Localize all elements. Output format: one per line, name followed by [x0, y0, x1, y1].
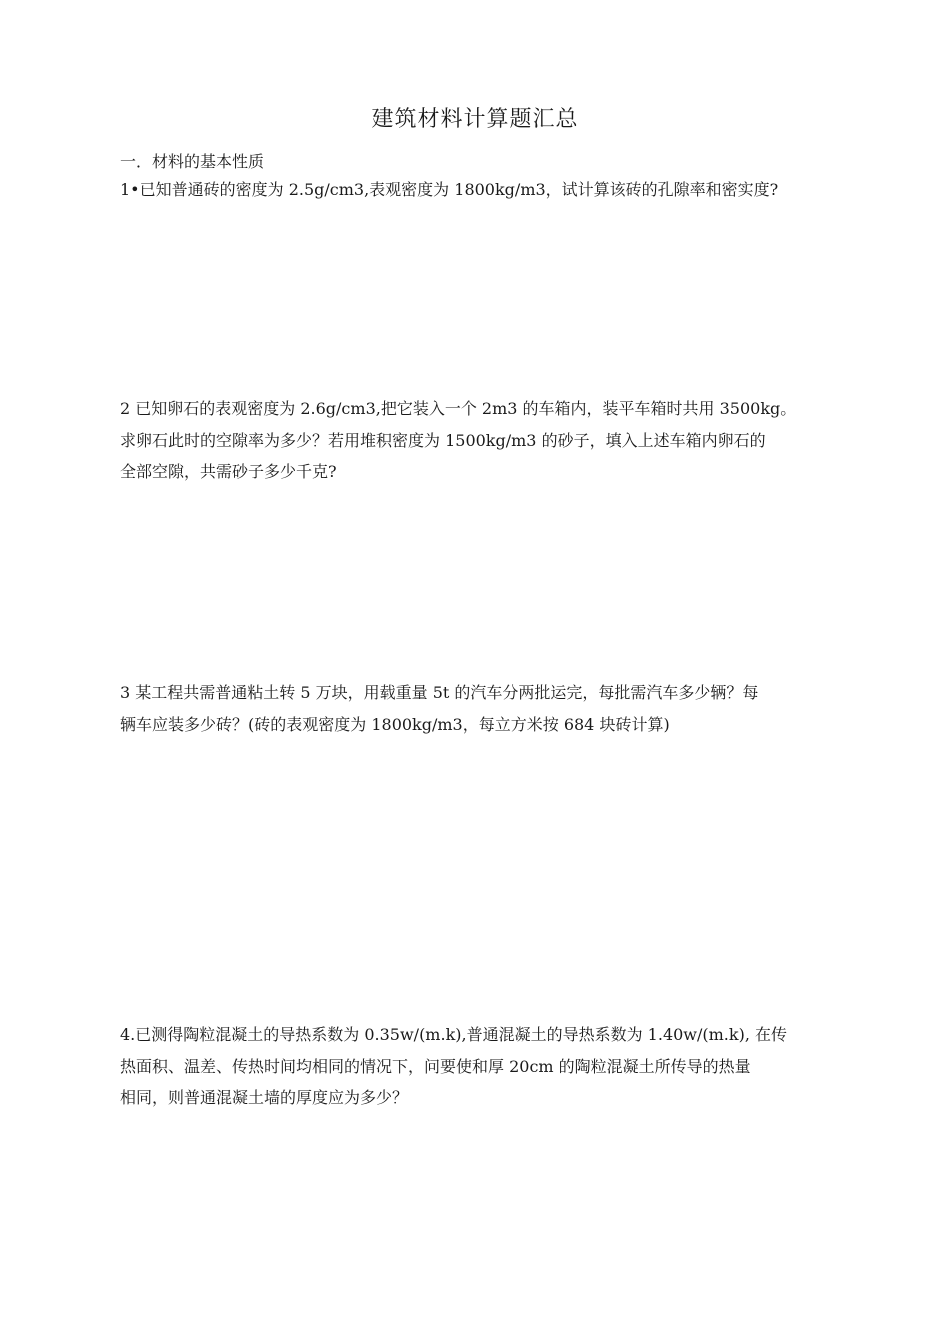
question-4-line-3: 相同，则普通混凝土墙的厚度应为多少？ [120, 1088, 409, 1107]
question-4-line-2: 热面积、温差、传热时间均相同的情况下，问要使和厚 20cm 的陶粒混凝土所传导的热量 [120, 1056, 751, 1076]
section-heading: 一．材料的基本性质 [120, 152, 265, 171]
question-1 [120, 174, 826, 206]
question-1-line-1: 1•已知普通砖的密度为 2.5g/cm3,表观密度为 1800kg/m3，试计算该砖的孔隙率和密实度? [120, 180, 779, 199]
question-4 [120, 1019, 826, 1114]
question-2-line-3: 全部空隙，共需砂子多少千克? [120, 462, 337, 481]
question-2-line-2: 求卵石此时的空隙率为多少？若用堆积密度为 1500kg/m3 的砂子，填入上述车箱内卵石的 [120, 430, 766, 450]
document-title: 建筑材料计算题汇总 [371, 107, 579, 132]
question-3-line-2: 辆车应装多少砖？(砖的表观密度为 1800kg/m3，每立方米按 684 块砖计算) [120, 714, 670, 734]
question-3-line-1: 3 某工程共需普通粘土转 5 万块，用载重量 5t 的汽车分两批运完，每批需汽车多少辆？每 [120, 683, 759, 702]
question-3 [120, 677, 826, 740]
question-2-line-1: 2 已知卵石的表观密度为 2.6g/cm3,把它装入一个 2m3 的车箱内，装平车箱时共用 3500kg。 [120, 399, 797, 418]
question-2 [120, 393, 826, 488]
question-4-line-1: 4.已测得陶粒混凝土的导热系数为 0.35w/(m.k),普通混凝土的导热系数为 1.40w/(m.k), 在传 [120, 1025, 787, 1044]
